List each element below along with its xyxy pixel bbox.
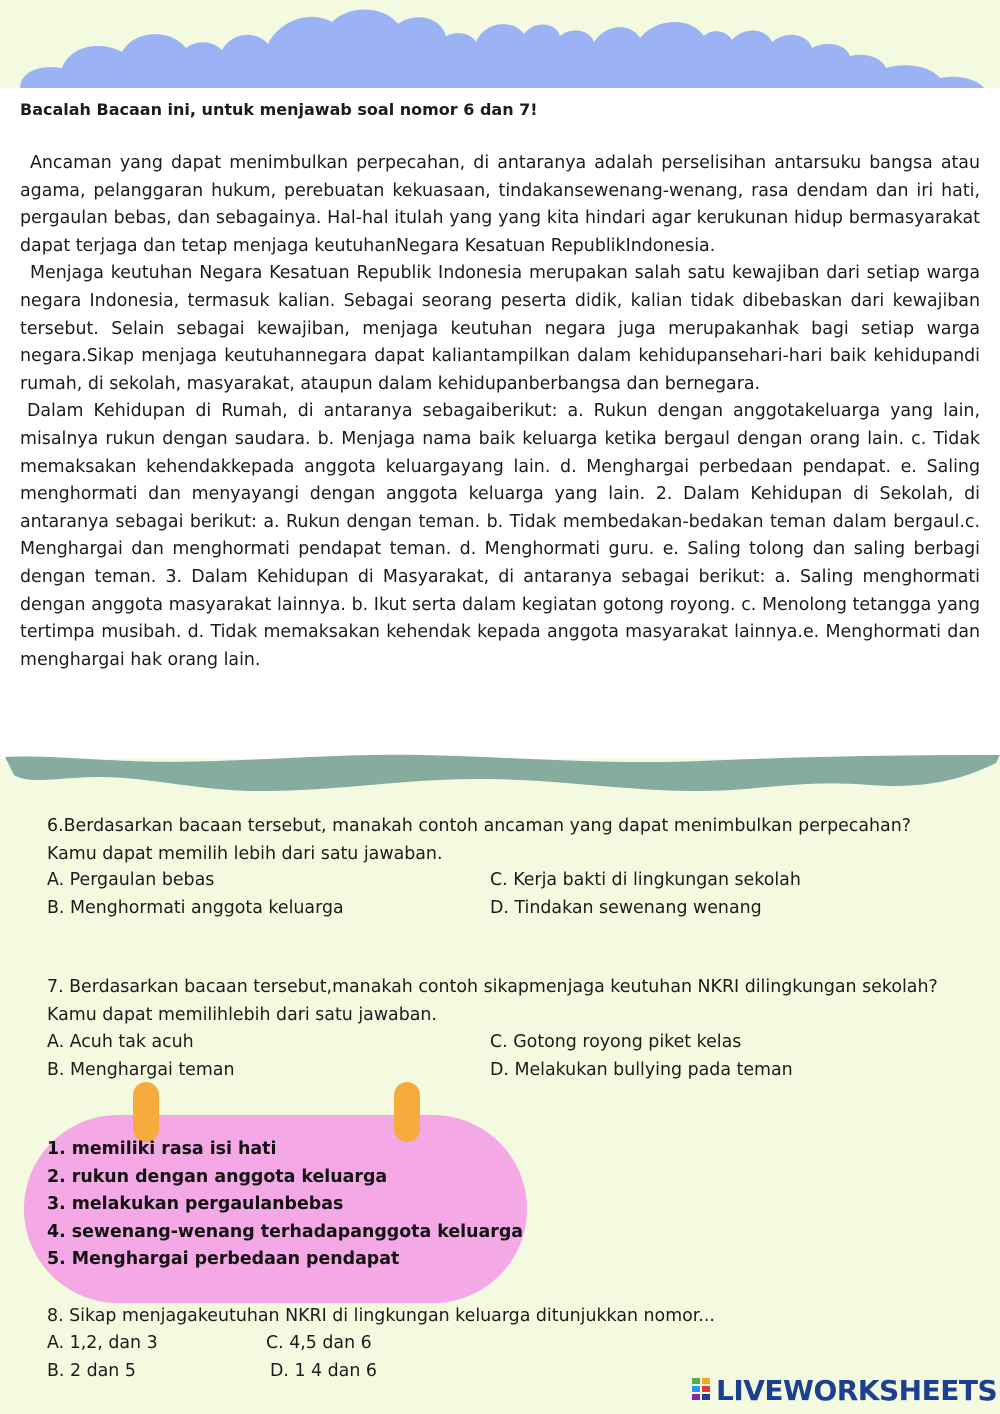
q8-option-b[interactable]: B. 2 dan 5 bbox=[47, 1361, 136, 1381]
reading-paragraph: Ancaman yang dapat menimbulkan perpecahan, di antaranya adalah perselisihan antarsuku bangsa atau agama, pelanggaran hukum, perebuatan kekuasaan, tindakansewenang-wenang, rasa dendam dan iri hati, pergaulan bebas, dan sebagainya. Hal-hal itulah yang yang kita hindari agar kerukunan hidup bermasyarakat dapat terjaga dan tetap menjaga keutuhanNegara Kesatuan RepublikIndonesia. bbox=[20, 153, 980, 256]
q8-option-a[interactable]: A. 1,2, dan 3 bbox=[47, 1333, 158, 1353]
instruction-heading: Bacalah Bacaan ini, untuk menjawab soal nomor 6 dan 7! bbox=[20, 100, 538, 119]
question-8 bbox=[47, 1302, 947, 1330]
liveworksheets-logo: LIVEWORKSHEETS bbox=[716, 1374, 998, 1407]
right-pin-icon bbox=[394, 1082, 420, 1142]
cloud-banner bbox=[0, 0, 1000, 100]
list-item: 2. rukun dengan anggota keluarga bbox=[47, 1166, 388, 1187]
reading-paragraph: Dalam Kehidupan di Rumah, di antaranya sebagaiberikut: a. Rukun dengan anggotakeluarga yang lain, misalnya rukun dengan saudara. b. Menjaga nama baik keluarga ketika bergaul dengan orang lain. c. Tidak memaksakan kehendakkepada anggota keluargayang lain. d. Menghargai perbedaan pendapat. e. Saling menghormati dan menyayangi dengan anggota keluarga yang lain. 2. Dalam Kehidupan di Sekolah, di antaranya sebagai berikut: a. Rukun dengan teman. b. Tidak membedakan-bedakan teman dalam bergaul.c. Menghargai dan menghormati pendapat teman. d. Menghormati guru. e. Saling tolong dan saling berbagi dengan teman. 3. Dalam Kehidupan di Masyarakat, di antaranya sebagai berikut: a. Saling menghormati dengan anggota masyarakat lainnya. b. Ikut serta dalam kegiatan gotong royong. c. Menolong tetangga yang tertimpa musibah. d. Tidak memaksakan kehendak kepada anggota masyarakat lainnya.e. Menghormati dan menghargai hak orang lain. bbox=[20, 401, 980, 670]
wave-divider bbox=[0, 745, 1000, 810]
q7-option-b[interactable]: B. Menghargai teman bbox=[47, 1060, 235, 1080]
q7-option-c[interactable]: C. Gotong royong piket kelas bbox=[490, 1032, 742, 1052]
list-item: 5. Menghargai perbedaan pendapat bbox=[47, 1249, 400, 1270]
q7-option-d[interactable]: D. Melakukan bullying pada teman bbox=[490, 1060, 793, 1080]
q7-option-a[interactable]: A. Acuh tak acuh bbox=[47, 1032, 194, 1052]
question-7-stem: 7. Berdasarkan bacaan tersebut,manakah contoh sikapmenjaga keutuhan NKRI dilingkungan sekolah?Kamu dapat memilihlebih dari satu jawaban. bbox=[47, 977, 938, 1025]
list-item: 1. memiliki rasa isi hati bbox=[47, 1139, 277, 1159]
q6-option-a[interactable]: A. Pergaulan bebas bbox=[47, 870, 215, 890]
left-pin-icon bbox=[133, 1082, 159, 1142]
q8-option-c[interactable]: C. 4,5 dan 6 bbox=[266, 1333, 372, 1353]
question-8-stem: 8. Sikap menjagakeutuhan NKRI di lingkungan keluarga ditunjukkan nomor... bbox=[47, 1306, 715, 1326]
question-7 bbox=[47, 973, 947, 1029]
reading-paragraph: Menjaga keutuhan Negara Kesatuan Republik Indonesia merupakan salah satu kewajiban dari setiap warga negara Indonesia, termasuk kalian. Sebagai seorang peserta didik, kalian tidak dibebaskan dari kewajiban tersebut. Selain sebagai kewajiban, menjaga keutuhan negara juga merupakanhak bagi setiap warga negara.Sikap menjaga keutuhannegara dapat kaliantampilkan dalam kehidupansehari-hari baik kehidupandi rumah, di sekolah, masyarakat, ataupun dalam kehidupanberbangsa dan bernegara. bbox=[20, 263, 980, 394]
q6-option-d[interactable]: D. Tindakan sewenang wenang bbox=[490, 898, 762, 918]
statement-list bbox=[47, 1136, 523, 1274]
q8-option-d[interactable]: D. 1 4 dan 6 bbox=[270, 1361, 377, 1381]
question-6 bbox=[47, 812, 947, 868]
reading-passage bbox=[20, 150, 980, 674]
list-item: 3. melakukan pergaulanbebas bbox=[47, 1194, 344, 1215]
liveworksheets-logo-icon bbox=[692, 1378, 711, 1400]
q6-option-b[interactable]: B. Menghormati anggota keluarga bbox=[47, 898, 344, 918]
question-6-stem: 6.Berdasarkan bacaan tersebut, manakah contoh ancaman yang dapat menimbulkan perpecahan? Kamu dapat memilih lebih dari satu jawaban. bbox=[47, 816, 911, 864]
q6-option-c[interactable]: C. Kerja bakti di lingkungan sekolah bbox=[490, 870, 801, 890]
list-item: 4. sewenang-wenang terhadapanggota keluarga bbox=[47, 1221, 524, 1242]
